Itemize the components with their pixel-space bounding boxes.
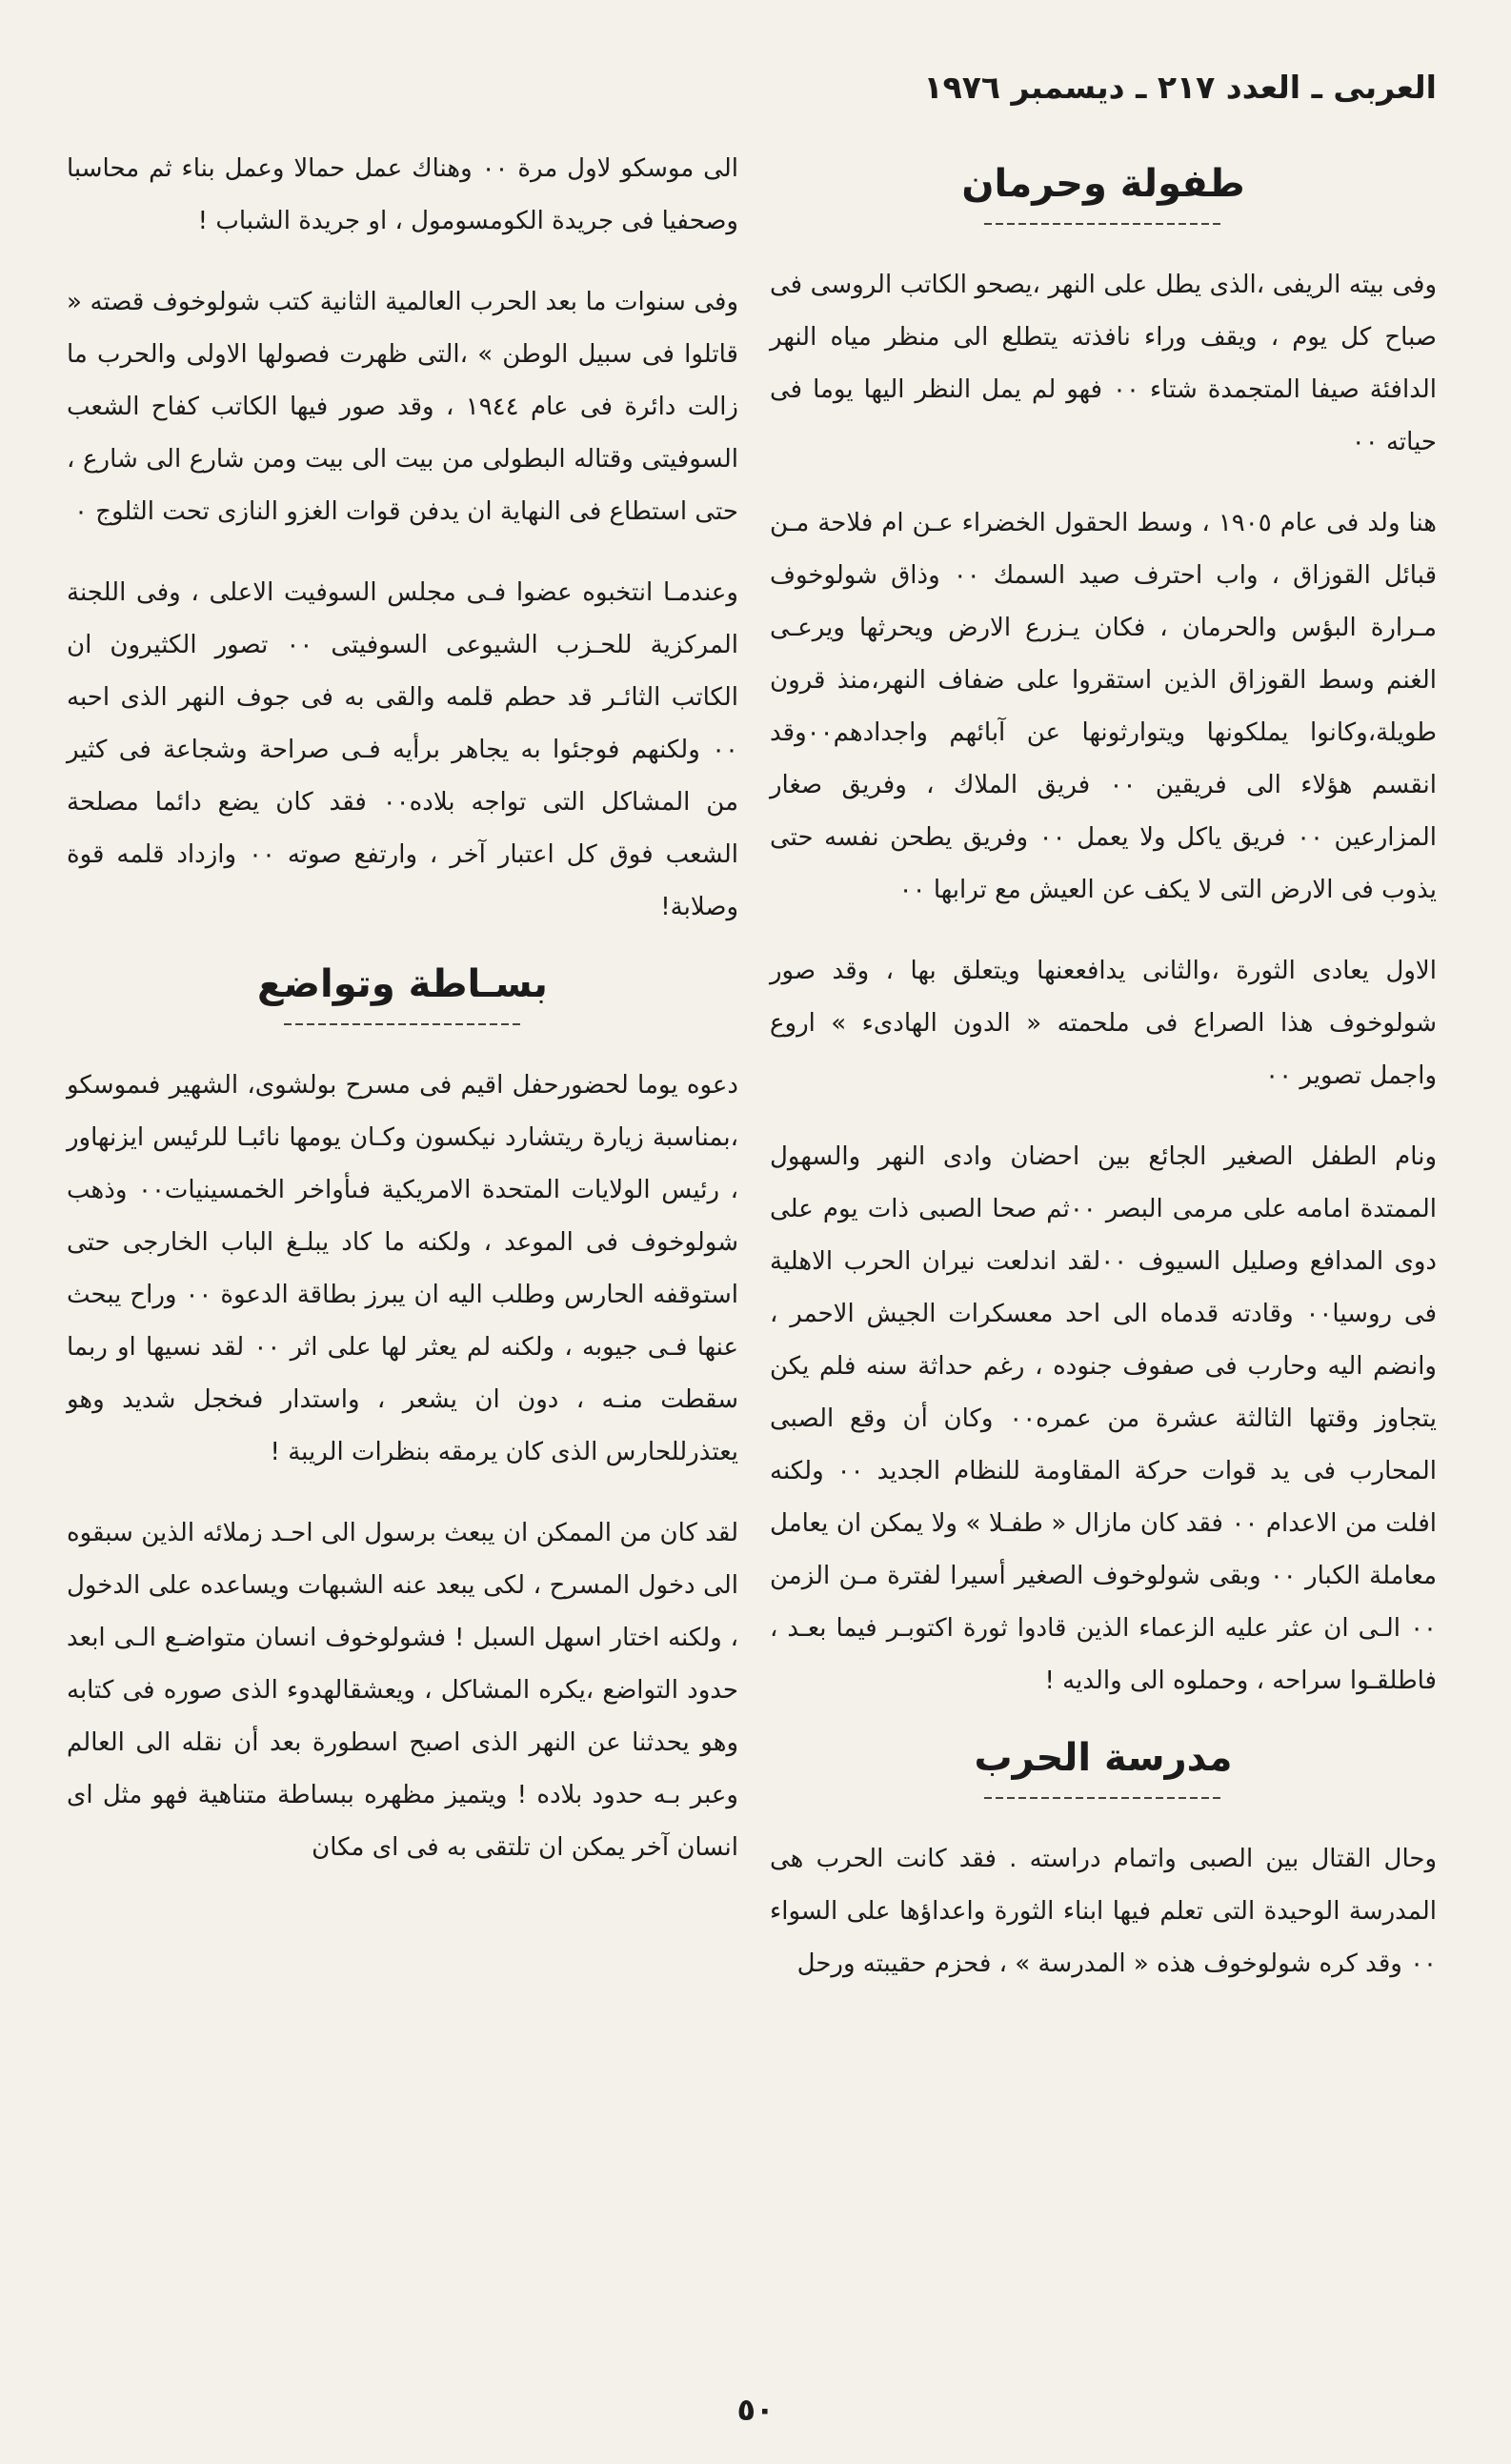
body-paragraph: وحال القتال بين الصبى واتمام دراسته . فقد كانت الحرب هى المدرسة الوحيدة التى تعلم فيها ابناء الثورة واعداؤها على السواء ٠٠ وقد كره شولوخوف هذه « المدرسة » ، فحزم حقيبته ورحل	[770, 1845, 1437, 1978]
running-header: العربى ـ العدد ٢١٧ ـ ديسمبر ١٩٧٦	[923, 69, 1437, 106]
body-paragraph: الاول يعادى الثورة ،والثانى يدافععنها ويتعلق بها ، وقد صور شولوخوف هذا الصراع فى ملحمته « الدون الهادىء » اروع واجمل تصوير ٠٠	[770, 957, 1437, 1090]
page-number: ٥٠	[736, 2392, 775, 2428]
dashed-divider	[284, 1018, 522, 1031]
dashed-divider	[984, 1791, 1222, 1805]
section-title: مدرسة الحرب	[974, 1736, 1233, 1780]
body-paragraph: لقد كان من الممكن ان يبعث برسول الى احـد زملائه الذين سبقوه الى دخول المسرح ، لكى يبعد عنه الشبهات ويساعده على الدخول ، ولكنه اختار اسهل السبل ! فشولوخوف انسان متواضـع الـى ابعد حدود التواضع ،يكره المشاكل ، ويعشقالهدوء الذى صوره فى كتابه وهو يحدثنا عن النهر الذى اصبح اسطورة بعد أن نقله الى العالم وعبر بـه حدود بلاده ! ويتميز مظهره ببساطة متناهية فهو مثل اى انسان آخر يمكن ان تلتقى به فى اى مكان	[67, 1519, 738, 1862]
body-paragraph: وفى سنوات ما بعد الحرب العالمية الثانية كتب شولوخوف قصته « قاتلوا فى سبيل الوطن » ،التى ظهرت فصولها الاولى والحرب ما زالت دائرة فى عام ١٩٤٤ ، وقد صور فيها الكاتب كفاح الشعب السوفيتى وقتاله البطولى من بيت الى بيت ومن شارع الى شارع ، حتى استطاع فى النهاية ان يدفن قوات الغزو النازى تحت الثلوج ٠	[67, 288, 738, 526]
body-paragraph: وفى بيته الريفى ،الذى يطل على النهر ،يصحو الكاتب الروسى فى صباح كل يوم ، ويقف وراء نافذته يتطلع الى منظر مياه النهر الدافئة صيفا المتجمدة شتاء ٠٠ فهو لم يمل النظر اليها يوما فى حياته ٠٠	[770, 271, 1438, 456]
section-title: طفولة وحرمان	[961, 162, 1245, 206]
section-title: بسـاطة وتواضع	[257, 962, 548, 1006]
body-paragraph: دعوه يوما لحضورحفل اقيم فى مسرح بولشوى، الشهير فىموسكو ،بمناسبة زيارة ريتشارد نيكسون وكـان يومها نائبـا للرئيس ايزنهاور ، رئيس الولايات المتحدة الامريكية فىأواخر الخمسينيات٠٠ وذهب شولوخوف فى الموعد ، ولكنه ما كاد يبلـغ الباب الخارجى حتى استوقفه الحارس وطلب اليه ان يبرز بطاقة الدعوة ٠٠ وراح يبحث عنها فـى جيوبه ، ولكنه لم يعثر لها على اثر ٠٠ لقد نسيها او ربما سقطت منـه ، دون ان يشعر ، واستدار فىخجل شديد وهو يعتذرللحارس الذى كان يرمقه بنظرات الريبة !	[67, 1071, 738, 1466]
left-column	[67, 143, 738, 1903]
body-paragraph: هنا ولد فى عام ١٩٠٥ ، وسط الحقول الخضراء عـن ام فلاحة مـن قبائل القوزاق ، واب احترف صيد السمك ٠٠ وذاق شولوخوف مـرارة البؤس والحرمان ، فكان يـزرع الارض ويحرثها ويرعـى الغنم وسط القوزاق الذين استقروا على ضفاف النهر،منذ قرون طويلة،وكانوا يملكونها ويتوارثونها عن آبائهم واجدادهم٠٠وقد انقسم هؤلاء الى فريقين ٠٠ فريق الملاك ، وفريق صغار المزارعين ٠٠ فريق ياكل ولا يعمل ٠٠ وفريق يطحن نفسه حتى يذوب فى الارض التى لا يكف عن العيش مع ترابها ٠٠	[770, 509, 1438, 904]
body-paragraph: ونام الطفل الصغير الجائع بين احضان وادى النهر والسهول الممتدة امامه على مرمى البصر ٠٠ثم صحا الصبى ذات يوم على دوى المدافع وصليل السيوف ٠٠لقد اندلعت نيران الحرب الاهلية فى روسيا٠٠ وقادته قدماه الى احد معسكرات الجيش الاحمر ، وانضم اليه وحارب فى صفوف جنوده ، رغم حداثة سنه فلم يكن يتجاوز وقتها الثالثة عشرة من عمره٠٠ وكان أن وقع الصبى المحارب فى يد قوات حركة المقاومة للنظام الجديد ٠٠ ولكنه افلت من الاعدام ٠٠ فقد كان مازال « طفـلا » ولا يمكن ان يعامل معاملة الكبار ٠٠ وبقى شولوخوف الصغير أسيرا لفترة مـن الزمن ٠٠ الـى ان عثر عليه الزعماء الذين قادوا ثورة اكتوبـر فيما بعـد ، فاطلقـوا سراحه ، وحملوه الى والديه !	[770, 1142, 1437, 1695]
body-paragraph: الى موسكو لاول مرة ٠٠ وهناك عمل حمالا وعمل بناء ثم محاسبا وصحفيا فى جريدة الكومسومول ، او جريدة الشباب !	[67, 154, 738, 235]
right-column	[770, 143, 1437, 2019]
dashed-divider	[984, 217, 1222, 231]
body-paragraph: وعندمـا انتخبوه عضوا فـى مجلس السوفيت الاعلى ، وفى اللجنة المركزية للحـزب الشيوعى السوفيتى ٠٠ تصور الكثيرون ان الكاتب الثائـر قد حطم قلمه والقى به فى جوف النهر الذى احبه ٠٠ ولكنهم فوجئوا به يجاهر برأيه فـى صراحة وشجاعة فى كثير من المشاكل التى تواجه بلاده٠٠ فقد كان يضع دائما مصلحة الشعب فوق كل اعتبار آخر ، وارتفع صوته ٠٠ وازداد قلمه قوة وصلابة!	[67, 578, 739, 921]
